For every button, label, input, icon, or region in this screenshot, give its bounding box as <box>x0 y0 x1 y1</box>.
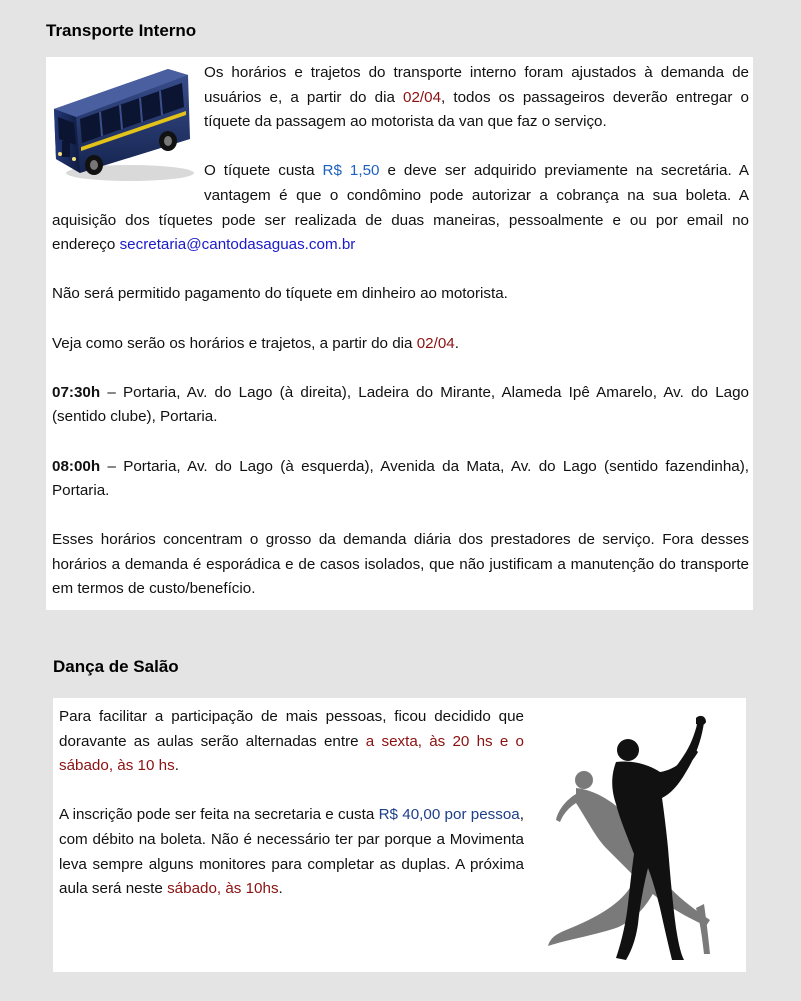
transporte-box <box>46 57 753 610</box>
danca-title: Dança de Salão <box>53 657 179 676</box>
next-class-highlight: sábado, às 10hs <box>167 880 279 898</box>
route-text: – Portaria, Av. do Lago (à esquerda), Avenida da Mata, Av. do Lago (sentido fazendinha), Portaria. <box>52 457 749 500</box>
danca-paragraph-1 <box>59 705 524 779</box>
bus-icon <box>50 61 196 183</box>
date-highlight: 02/04 <box>416 334 455 352</box>
text-segment: . <box>454 334 459 352</box>
date-highlight: 02/04 <box>403 88 442 106</box>
danca-box <box>53 698 746 972</box>
transporte-paragraph-5: Esses horários concentram o grosso da demanda diária dos prestadores de serviço. Fora desses horários a demanda é esporádica e de casos isolados, que não justificam a manutenção do transporte em termos de custo/benefício. <box>52 531 749 598</box>
text-segment: Para facilitar a participação de mais pessoas, ficou decidido que doravante as aulas serão alternadas entre <box>59 708 524 750</box>
dancing-couple-icon <box>536 708 726 963</box>
text-segment: O tíquete custa <box>204 162 323 180</box>
price-highlight: R$ 40,00 por pessoa <box>378 806 520 824</box>
danca-paragraph-2 <box>59 803 524 901</box>
transporte-paragraph-4 <box>52 332 749 357</box>
route-time: 08:00h <box>52 457 101 475</box>
text-segment: e deve ser adquirido previamente na secretária. A vantagem é que o condômino pode autorizar a cobrança na sua boleta. A aquisição dos tíquetes pode ser realizada de duas maneiras, pessoalmente e ou por email no endereço <box>52 162 749 254</box>
text-segment: A inscrição pode ser feita na secretaria e custa <box>59 806 379 824</box>
text-segment: Os horários e trajetos do transporte interno foram ajustados à demanda de usuários e, a partir do dia <box>204 64 749 106</box>
route-time: 07:30h <box>52 383 101 401</box>
route-0800 <box>52 455 749 504</box>
text-segment: . <box>278 880 283 898</box>
text-segment: . <box>174 757 179 775</box>
email-link[interactable]: secretaria@cantodasaguas.com.br <box>119 236 356 254</box>
text-segment: , todos os passageiros deverão entregar o tíquete da passagem ao motorista da van que faz o serviço. <box>204 88 749 131</box>
route-0730 <box>52 381 749 430</box>
transporte-title: Transporte Interno <box>46 21 197 40</box>
text-segment: , com débito na boleta. Não é necessário ter par porque a Movimenta leva sempre alguns monitores para completar as duplas. A próxima aula será neste <box>59 806 524 898</box>
transporte-paragraph-3: Não será permitido pagamento do tíquete em dinheiro ao motorista. <box>52 285 508 303</box>
route-text: – Portaria, Av. do Lago (à direita), Ladeira do Mirante, Alameda Ipê Amarelo, Av. do Lago (sentido clube), Portaria. <box>52 383 749 426</box>
price-highlight: R$ 1,50 <box>322 162 380 180</box>
days-highlight: a sexta, às 20 hs e o sábado, às 10 hs <box>59 732 524 775</box>
text-segment: Veja como serão os horários e trajetos, a partir do dia <box>52 334 417 352</box>
